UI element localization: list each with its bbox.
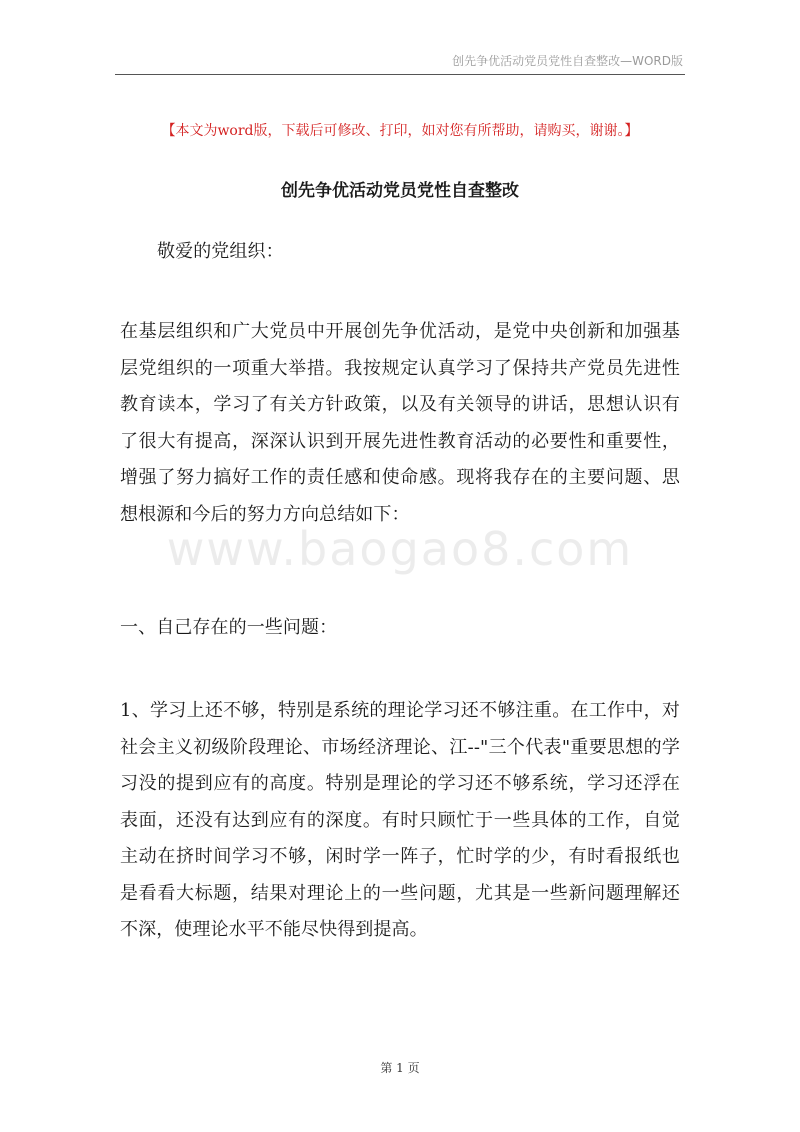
running-header: 创先争优活动党员党性自查整改—WORD版 (452, 54, 683, 68)
header-divider (115, 74, 685, 75)
watermark: www.baogao8.com (166, 522, 634, 576)
list-item-1: 1、学习上还不够，特别是系统的理论学习还不够注重。在工作中，对社会主义初级阶段理论、市场经济理论、江--"三个代表"重要思想的学习没的提到应有的高度。特别是理论的学习还不够系统，学习还浮在表面，还没有达到应有的深度。有时只顾忙于一些具体的工作，自觉主动在挤时间学习不够，闲时学一阵子，忙时学的少，有时看报纸也是看看大标题，结果对理论上的一些问题，尤其是一些新问题理解还不深，使理论水平不能尽快得到提高。 (120, 700, 680, 940)
section-heading: 一、自己存在的一些问题： (120, 617, 338, 638)
intro-paragraph: 在基层组织和广大党员中开展创先争优活动，是党中央创新和加强基层党组织的一项重大举措。我按规定认真学习了保持共产党员先进性教育读本，学习了有关方针政策，以及有关领导的讲话，思想认识有了很大有提高，深深认识到开展先进性教育活动的必要性和重要性，增强了努力搞好工作的责任感和使命感。现将我存在的主要问题、思想根源和今后的努力方向总结如下： (120, 321, 680, 525)
document-title: 创先争优活动党员党性自查整改 (281, 181, 519, 201)
greeting: 敬爱的党组织： (157, 241, 284, 262)
download-notice: 【本文为word版，下载后可修改、打印，如对您有所帮助，请购买，谢谢。】 (161, 123, 639, 139)
page-number: 第 1 页 (380, 1061, 420, 1075)
